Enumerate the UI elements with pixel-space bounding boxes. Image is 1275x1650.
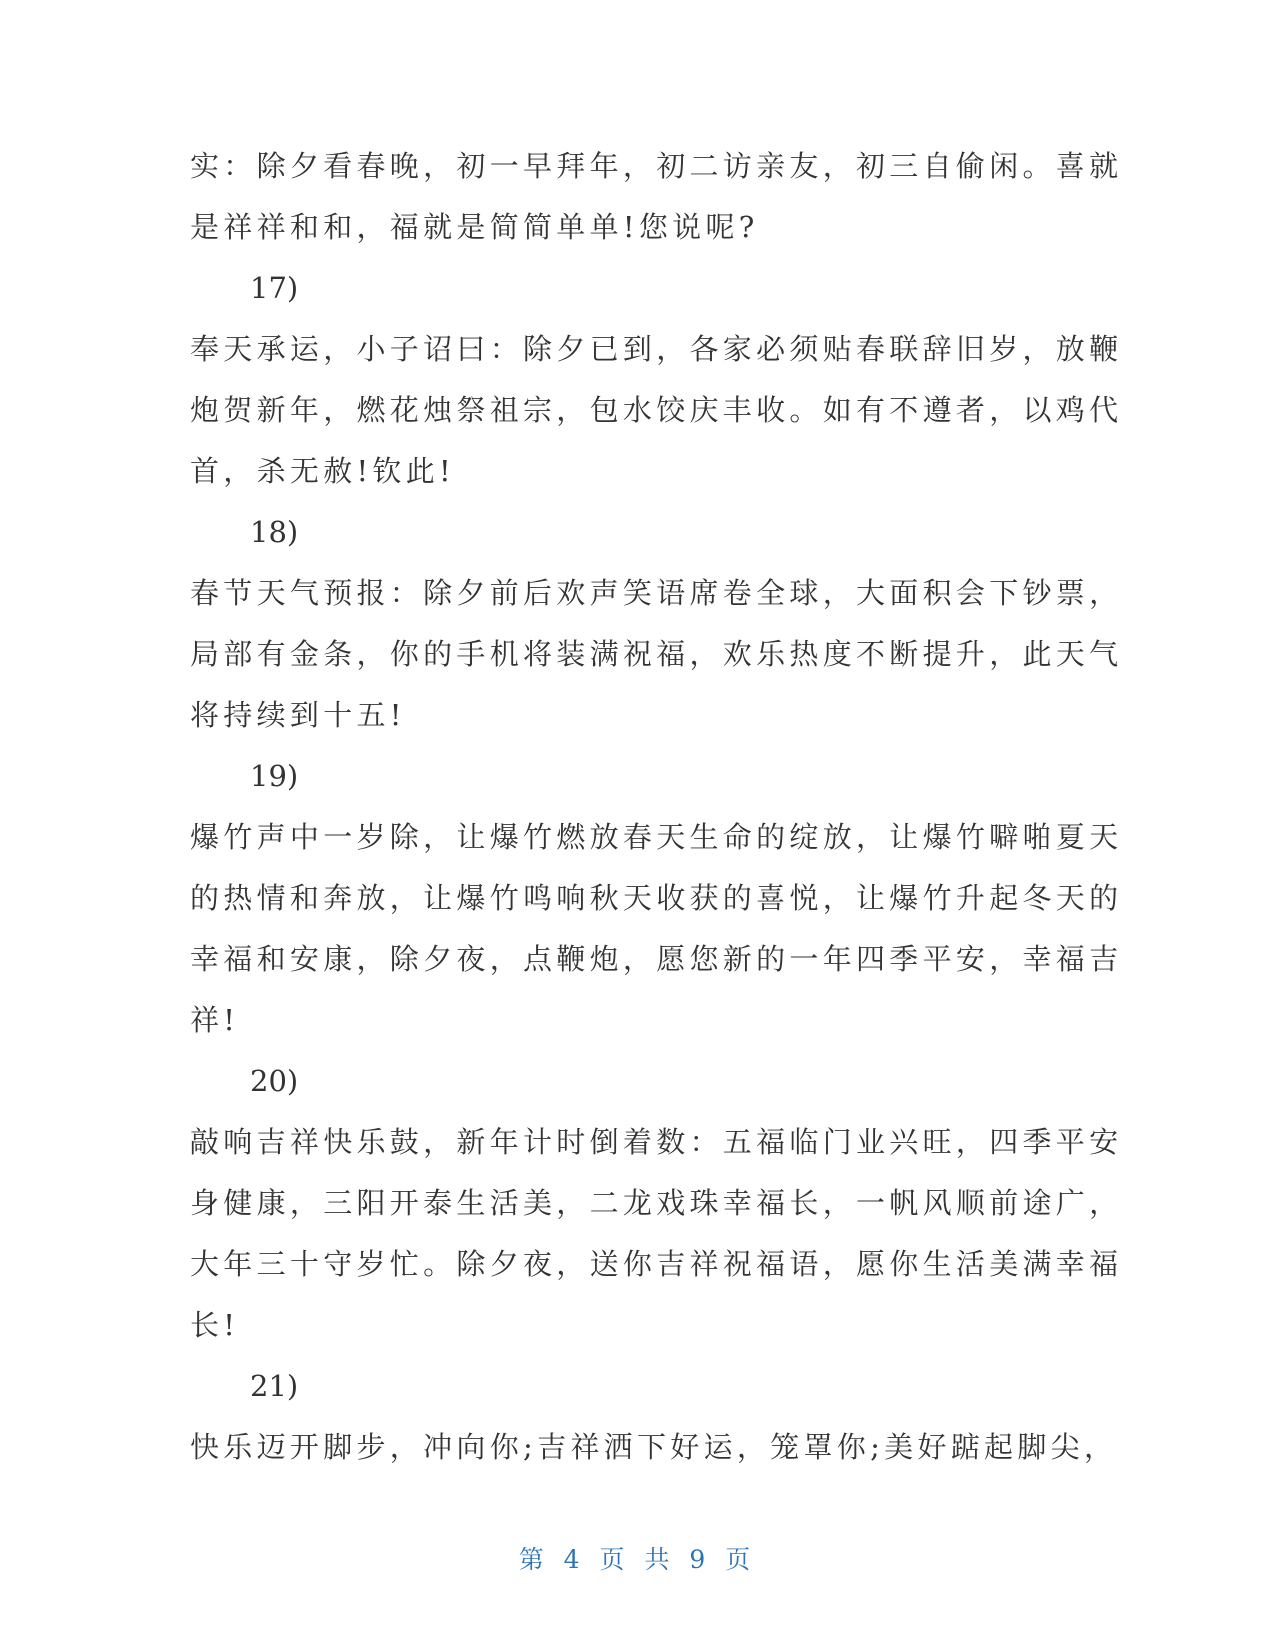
page-footer: 第 4 页 共 9 页 (518, 1545, 757, 1574)
text-line: 的热情和奔放，让爆竹鸣响秋天收获的喜悦，让爆竹升起冬天的 (190, 881, 1123, 915)
text-line: 炮贺新年，燃花烛祭祖宗，包水饺庆丰收。如有不遵者，以鸡代 (190, 393, 1123, 427)
document-body (190, 136, 1123, 1478)
text-line: 将持续到十五! (190, 698, 406, 732)
text-line: 长! (190, 1308, 240, 1342)
text-line: 局部有金条，你的手机将装满祝福，欢乐热度不断提升，此天气 (190, 637, 1123, 671)
item-number: 19) (250, 759, 299, 793)
text-line: 身健康，三阳开泰生活美，二龙戏珠幸福长，一帆风顺前途广， (190, 1186, 1123, 1220)
text-line: 幸福和安康，除夕夜，点鞭炮，愿您新的一年四季平安，幸福吉 (190, 942, 1123, 976)
text-line: 爆竹声中一岁除，让爆竹燃放春天生命的绽放，让爆竹噼啪夏天 (190, 820, 1123, 854)
text-line: 是祥祥和和，福就是简简单单!您说呢? (190, 210, 759, 244)
text-line: 实：除夕看春晚，初一早拜年，初二访亲友，初三自偷闲。喜就 (190, 149, 1123, 183)
item-number: 20) (250, 1064, 299, 1098)
text-line: 大年三十守岁忙。除夕夜，送你吉祥祝福语，愿你生活美满幸福 (190, 1247, 1123, 1281)
text-line: 首，杀无赦!钦此! (190, 454, 456, 488)
text-line: 敲响吉祥快乐鼓，新年计时倒着数：五福临门业兴旺，四季平安 (190, 1125, 1123, 1159)
text-line: 春节天气预报：除夕前后欢声笑语席卷全球，大面积会下钞票， (190, 576, 1123, 610)
text-line: 快乐迈开脚步，冲向你;吉祥洒下好运，笼罩你;美好踮起脚尖， (190, 1430, 1118, 1464)
item-number: 21) (250, 1369, 299, 1403)
item-number: 17) (250, 271, 299, 305)
text-line: 祥! (190, 1003, 240, 1037)
text-line: 奉天承运，小子诏曰：除夕已到，各家必须贴春联辞旧岁，放鞭 (190, 332, 1123, 366)
item-number: 18) (250, 515, 299, 549)
